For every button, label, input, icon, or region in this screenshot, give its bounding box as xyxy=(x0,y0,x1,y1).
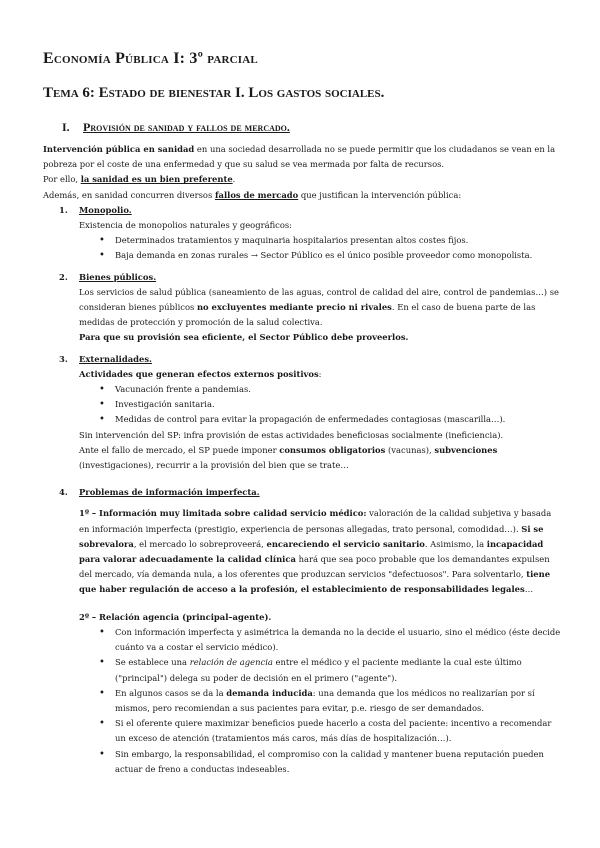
item-body: Ante el fallo de mercado, el SP puede imponer consumos obligatorios (vacunas), subvenciones (investigaciones), recurrir a la provisión del bien que se trate… xyxy=(79,444,498,471)
section-title: Provisión de sanidad y fallos de mercado. xyxy=(83,120,290,134)
document-title: Economía Pública I: 3º parcial xyxy=(43,50,258,67)
item-heading: 3. Externalidades. xyxy=(59,353,152,364)
list-item: • Se establece una relación de agencia entre el médico y el paciente mediante la cual este último ("principal") delega su poder de decisión en el primero ("agente"). xyxy=(115,655,563,685)
item-informacion-imperfecta xyxy=(43,485,563,777)
item-heading: 1. Monopolio. xyxy=(59,204,132,215)
list-item: • Con información imperfecta y asimétrica la demanda no la decide el usuario, sino el médico (éste decide cuánto va a costar el servicio médico). xyxy=(115,625,563,655)
topic-title: Tema 6: Estado de bienestar I. Los gastos sociales. xyxy=(43,85,385,101)
section-heading xyxy=(62,120,290,135)
list-item: • Si el oferente quiere maximizar beneficios puede hacerlo a costa del paciente: incentivo a recomendar un exceso de atención (tratamientos más caros, más días de hospitalización…). xyxy=(115,716,563,746)
item-body: Existencia de monopolios naturales y geográficos: xyxy=(79,220,293,231)
list-item: • En algunos casos se da la demanda inducida: una demanda que los médicos no realizarían por sí mismos, pero recomiendan a sus pacientes para evitar, p.e. riesgo de ser demandados. xyxy=(115,686,563,716)
bullet-list xyxy=(43,233,563,263)
item-conclusion: Para que su provisión sea eficiente, el Sector Público debe proveerlos. xyxy=(79,332,409,343)
item-bienes-publicos xyxy=(43,270,563,346)
item-heading: 4. Problemas de información imperfecta. xyxy=(59,487,260,498)
list-item: • Baja demanda en zonas rurales → Sector Público es el único posible proveedor como monopolista. xyxy=(115,248,563,263)
bullet-list xyxy=(43,382,563,428)
section-number: I. xyxy=(62,120,70,134)
intro-preferente: Por ello, la sanidad es un bien preferente. xyxy=(43,174,236,185)
item-externalidades xyxy=(43,352,563,474)
item-heading: 2. Bienes públicos. xyxy=(59,271,157,282)
intro-paragraph: Intervención pública en sanidad en una sociedad desarrollada no se puede permitir que los ciudadanos se vean en la pobreza por el coste de una enfermedad y que su salud se vea mermada por falta de recursos. xyxy=(43,144,556,170)
subsection-agencia-heading: 2º – Relación agencia (principal–agente). xyxy=(79,611,272,622)
item-monopolio xyxy=(43,203,563,264)
list-item: • Sin embargo, la responsabilidad, el compromiso con la calidad y mantener buena reputación pueden actuar de freno a conductas indeseables. xyxy=(115,747,563,777)
item-lead: Actividades que generan efectos externos positivos: xyxy=(79,368,322,379)
item-body: Sin intervención del SP: infra provisión de estas actividades beneficiosas socialmente (ineficiencia). xyxy=(79,429,504,440)
document-body xyxy=(43,142,563,777)
list-item: • Vacunación frente a pandemias. xyxy=(115,382,563,397)
list-item: • Determinados tratamientos y maquinaria hospitalarios presentan altos costes fijos. xyxy=(115,233,563,248)
list-item: • Investigación sanitaria. xyxy=(115,397,563,412)
subsection-informacion: 1º – Información muy limitada sobre calidad servicio médico: valoración de la calidad subjetiva y basada en información imperfecta (prestigio, experiencia de personas allegadas, trato personal, comodidad…). Si se sobrevalora, el mercado lo sobreproveerá, encareciendo el servicio sanitario. Asimismo, la incapacidad para valorar adecuadamente la calidad clínica hará que sea poco probable que los demandantes expulsen del mercado, vía demanda nula, a los oferentes que produzcan servicios "defectuosos". Para solventarlo, tiene que haber regulación de acceso a la profesión, el establecimiento de responsabilidades legales… xyxy=(79,508,552,595)
bullet-list xyxy=(43,625,563,777)
item-body: Los servicios de salud pública (saneamiento de las aguas, control de calidad del aire, control de pandemias…) se consideran bienes públicos no excluyentes mediante precio ni rivales. En el caso de buena parte de las medidas de protección y promoción de la salud colectiva. xyxy=(79,286,559,328)
list-item: • Medidas de control para evitar la propagación de enfermedades contagiosas (mascarilla…). xyxy=(115,412,563,427)
intro-fallos: Además, en sanidad concurren diversos fallos de mercado que justifican la intervención pública: xyxy=(43,189,462,200)
